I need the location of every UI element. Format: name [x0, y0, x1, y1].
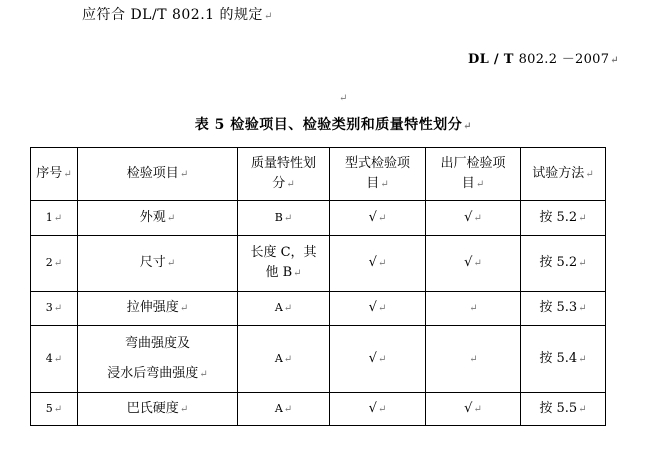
check-mark-icon: √ — [368, 209, 377, 225]
table-row — [31, 236, 606, 292]
table-row — [31, 393, 606, 426]
paragraph-mark-icon: ↵ — [463, 121, 473, 132]
cell-no: 5↵ — [31, 393, 78, 426]
table-header-row — [31, 148, 606, 201]
paragraph-mark-icon: ↵ — [339, 93, 348, 104]
cell-factory-test: √↵ — [426, 393, 521, 426]
check-mark-icon: √ — [368, 300, 377, 315]
cell-quality: A↵ — [238, 326, 330, 393]
header-cell-method: 试验方法↵ — [521, 148, 606, 201]
check-mark-icon: √ — [368, 350, 377, 366]
cell-no: 2↵ — [31, 236, 78, 292]
intro-text: 应符合 DL/T 802.1 的规定 — [82, 7, 264, 23]
check-mark-icon: √ — [464, 400, 473, 416]
cell-quality: A↵ — [238, 292, 330, 326]
table-row — [31, 201, 606, 236]
paragraph-mark-icon: ↵ — [610, 55, 619, 66]
cell-method: 按 5.4↵ — [521, 326, 606, 393]
check-mark-icon: √ — [368, 400, 377, 416]
table-row — [31, 326, 606, 393]
cell-item: 尺寸↵ — [78, 236, 238, 292]
cell-item: 拉伸强度↵ — [78, 292, 238, 326]
cell-item: 巴氏硬度↵ — [78, 393, 238, 426]
cell-factory-test: √↵ — [426, 201, 521, 236]
cell-method: 按 5.3↵ — [521, 292, 606, 326]
empty-paragraph — [338, 86, 347, 105]
standard-code — [468, 48, 619, 67]
cell-item: 外观↵ — [78, 201, 238, 236]
cell-factory-test: √↵ — [426, 236, 521, 292]
cell-quality: 长度 C，其 他 B↵ — [238, 236, 330, 292]
cell-method: 按 5.2↵ — [521, 201, 606, 236]
cell-no: 3↵ — [31, 292, 78, 326]
standard-code-number: 802.2 －2007 — [518, 52, 610, 67]
header-cell-type-test: 型式检验项 目↵ — [330, 148, 426, 201]
table-row — [31, 292, 606, 326]
header-cell-quality: 质量特性划 分↵ — [238, 148, 330, 201]
header-cell-factory-test: 出厂检验项 目↵ — [426, 148, 521, 201]
intro-text-line — [82, 4, 273, 24]
table-title-text: 表 5 检验项目、检验类别和质量特性划分 — [194, 117, 463, 133]
cell-quality: A↵ — [238, 393, 330, 426]
cell-type-test: √↵ — [330, 393, 426, 426]
header-cell-item: 检验项目↵ — [78, 148, 238, 201]
check-mark-icon: √ — [464, 255, 473, 270]
standard-code-prefix: DL / T — [468, 52, 514, 67]
check-mark-icon: √ — [464, 209, 473, 225]
check-mark-icon: √ — [368, 255, 377, 270]
cell-quality: B↵ — [238, 201, 330, 236]
paragraph-mark-icon: ↵ — [264, 11, 273, 22]
cell-type-test: √↵ — [330, 292, 426, 326]
cell-no: 4↵ — [31, 326, 78, 393]
cell-item: 弯曲强度及 浸水后弯曲强度↵ — [78, 326, 238, 393]
cell-type-test: √↵ — [330, 201, 426, 236]
cell-factory-test: ↵ — [426, 326, 521, 393]
cell-no: 1↵ — [31, 201, 78, 236]
cell-method: 按 5.5↵ — [521, 393, 606, 426]
cell-method: 按 5.2↵ — [521, 236, 606, 292]
table-title — [0, 114, 667, 134]
header-cell-no: 序号↵ — [31, 148, 78, 201]
inspection-table — [30, 147, 606, 426]
cell-factory-test: ↵ — [426, 292, 521, 326]
cell-type-test: √↵ — [330, 236, 426, 292]
cell-type-test: √↵ — [330, 326, 426, 393]
